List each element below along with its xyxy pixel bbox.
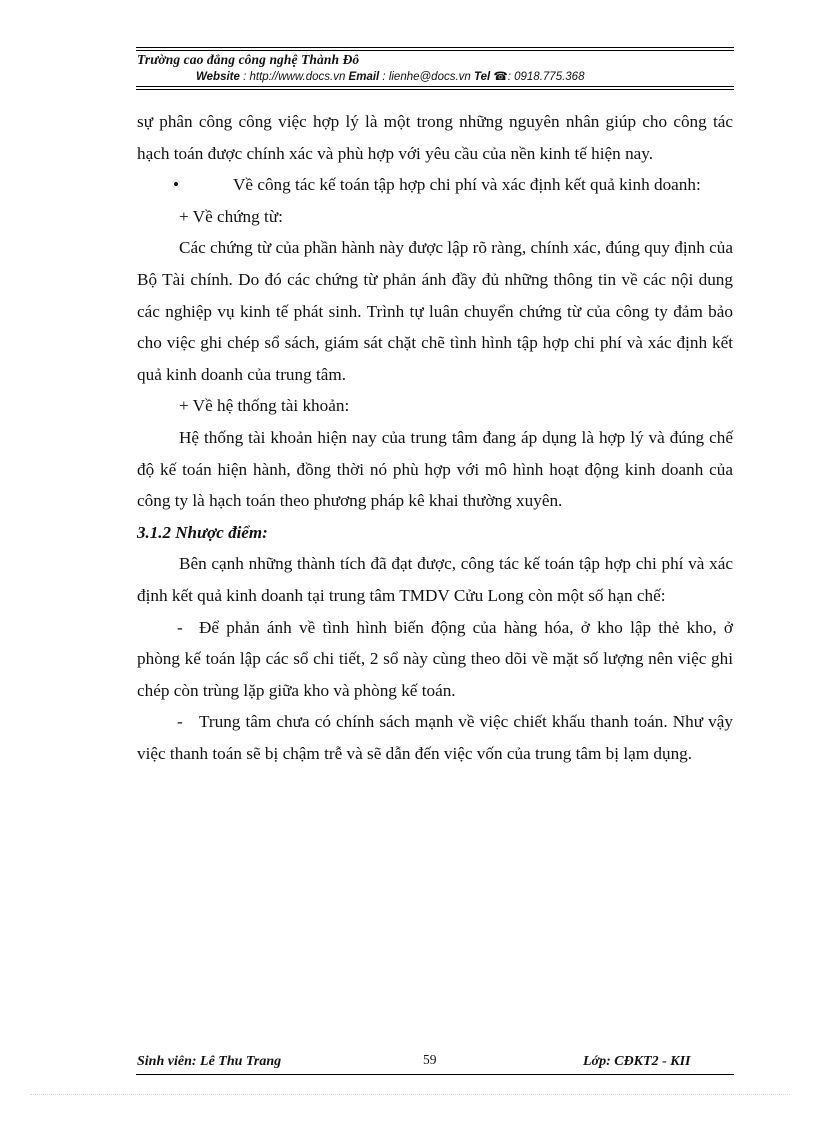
website-value: : http://www.docs.vn — [239, 71, 349, 83]
header-rule-top — [136, 47, 734, 51]
header-school-name: Trường cao đẳng công nghệ Thành Đô — [137, 52, 360, 67]
dash-item-2 — [137, 706, 733, 769]
paragraph-4: Bên cạnh những thành tích đã đạt được, công tác kế toán tập hợp chi phí và xác định kết quả kinh doanh tại trung tâm TMDV Cửu Long còn một số hạn chế: — [137, 554, 733, 605]
dash-marker: - — [177, 617, 183, 637]
page-edge-dotted-line — [30, 1094, 790, 1095]
tel-value: : 0918.775.368 — [507, 71, 585, 83]
page-footer — [137, 1054, 734, 1074]
dash-marker: - — [177, 712, 183, 732]
tel-label: Tel ☎ — [474, 71, 508, 83]
body-content — [137, 106, 733, 769]
header-contact-line — [196, 69, 584, 83]
footer-class: Lớp: CĐKT2 - KII — [583, 1054, 691, 1069]
dash-item-1-text: Để phản ánh về tình hình biến động của hàng hóa, ở kho lập thẻ kho, ở phòng kế toán lập các sổ chi tiết, 2 sổ này cùng theo dõi về mặt số lượng nên việc ghi chép còn trùng lặp giữa kho và phòng kế toán. — [137, 617, 733, 700]
dash-item-1 — [137, 612, 733, 707]
bullet-text: Về công tác kế toán tập hợp chi phí và xác định kết quả kinh doanh: — [233, 175, 701, 195]
email-label: Email — [348, 71, 380, 83]
bullet-icon: • — [173, 175, 180, 195]
website-label: Website — [196, 71, 240, 83]
dash-item-2-text: Trung tâm chưa có chính sách mạnh về việc chiết khấu thanh toán. Như vậy việc thanh toán sẽ bị chậm trễ và sẽ dẫn đến việc vốn của trung tâm bị lạm dụng. — [137, 712, 733, 763]
footer-rule — [136, 1074, 734, 1075]
paragraph-3: Hệ thống tài khoản hiện nay của trung tâm đang áp dụng là hợp lý và đúng chế độ kế toán hiện hành, đồng thời nó phù hợp với mô hình hoạt động kinh doanh của công ty là hạch toán theo phương pháp kê khai thường xuyên. — [137, 427, 733, 511]
paragraph-2: Các chứng từ của phần hành này được lập rõ ràng, chính xác, đúng quy định của Bộ Tài chính. Do đó các chứng từ phản ánh đầy đủ những thông tin về các nội dung các nghiệp vụ kinh tế phát sinh. Trình tự luân chuyển chứng từ của công ty đảm bảo cho việc ghi chép sổ sách, giám sát chặt chẽ tình hình tập hợp chi phí và xác định kết quả kinh doanh của trung tâm. — [137, 238, 733, 384]
header-rule-bottom — [136, 86, 734, 90]
sub-heading-documents: + Về chứng từ: — [179, 206, 283, 226]
section-heading: 3.1.2 Nhược điểm: — [137, 522, 268, 542]
footer-student: Sinh viên: Lê Thu Trang — [137, 1054, 282, 1069]
sub-heading-accounts: + Về hệ thống tài khoản: — [179, 396, 350, 416]
footer-page-number: 59 — [423, 1052, 437, 1067]
paragraph-1: sự phân công công việc hợp lý là một trong những nguyên nhân giúp cho công tác hạch toán được chính xác và phù hợp với yêu cầu của nền kinh tế hiện nay. — [137, 112, 733, 163]
bullet-item — [137, 169, 733, 201]
email-value: : lienhe@docs.vn — [379, 71, 475, 83]
